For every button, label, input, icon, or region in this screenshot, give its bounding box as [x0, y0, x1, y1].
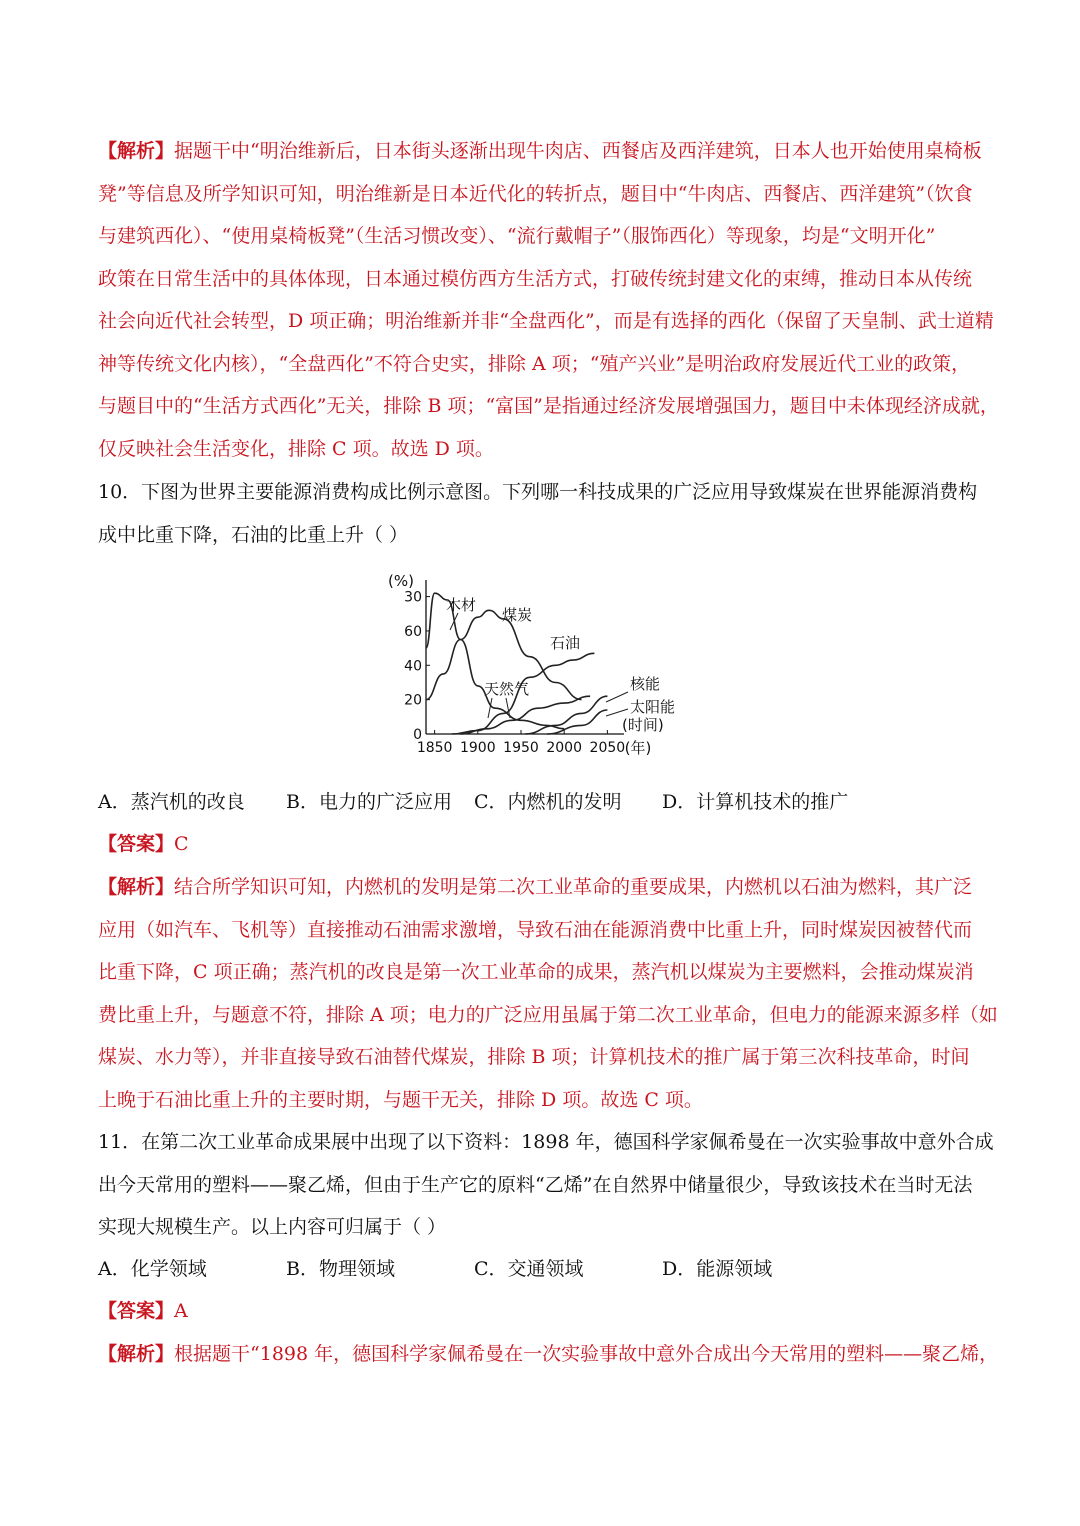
series-label: 石油 — [550, 634, 581, 652]
analysis-line: 上晚于石油比重上升的主要时期，与题干无关，排除 D 项。故选 C 项。 — [98, 1088, 703, 1111]
option-c[interactable]: C．内燃机的发明 — [474, 791, 622, 813]
analysis-tag: 【解析】 — [98, 1343, 175, 1365]
analysis-line: 比重下降，C 项正确；蒸汽机的改良是第一次工业革命的成果，蒸汽机以煤炭为主要燃料，会推动煤炭消 — [98, 961, 974, 983]
answer-q11 — [98, 1290, 988, 1333]
x-axis-label: (年) — [624, 739, 652, 757]
y-tick-label: 20 — [404, 692, 422, 709]
analysis-line: 与题目中的“生活方式西化”无关，排除 B 项；“富国”是指通过经济发展增强国力，题目中未体现经济成就， — [98, 395, 999, 417]
x-tick-label: 1950 — [503, 740, 539, 756]
analysis-line: 【解析】结合所学知识可知，内燃机的发明是第二次工业革命的重要成果，内燃机以石油为燃料，其广泛 — [98, 876, 973, 898]
answer-value: C — [174, 833, 189, 855]
series-label: 天然气 — [484, 680, 530, 698]
question-line: 11．在第二次工业革命成果展中出现了以下资料：1898 年，德国科学家佩希曼在一次实验事故中意外合成 — [98, 1131, 994, 1153]
analysis-line: 应用（如汽车、飞机等）直接推动石油需求激增，导致石油在能源消费中比重上升，同时煤炭因被替代而 — [98, 918, 973, 941]
series-label: 太阳能 — [630, 698, 676, 716]
option-a[interactable]: A．蒸汽机的改良 — [98, 791, 245, 813]
question-line: 10．下图为世界主要能源消费构成比例示意图。下列哪一科技成果的广泛应用导致煤炭在世界能源消费构 — [98, 481, 978, 503]
answer-q10 — [98, 823, 988, 866]
analysis-line: 神等传统文化内核），“全盘西化”不符合史实，排除 A 项；“殖产兴业”是明治政府发展近代工业的政策， — [98, 352, 971, 375]
option-a[interactable]: A．化学领域 — [98, 1258, 207, 1280]
analysis-line: 【解析】根据题干“1898 年，德国科学家佩希曼在一次实验事故中意外合成出今天常用的塑料——聚乙烯， — [98, 1343, 999, 1365]
analysis-block-q9 — [98, 130, 999, 470]
series-label: (时间) — [622, 716, 664, 734]
analysis-line: 与建筑西化）、“使用桌椅板凳”（生活习惯改变）、“流行戴帽子”（服饰西化）等现象，均是“文明开化” — [98, 225, 936, 247]
question-11-stem — [98, 1121, 994, 1249]
question-line: 成中比重下降，石油的比重上升（ ） — [98, 523, 409, 546]
energy-consumption-chart — [384, 566, 694, 766]
y-tick-label: 40 — [404, 658, 422, 675]
chart-axes — [388, 572, 651, 757]
analysis-block-q10 — [98, 866, 998, 1121]
x-tick-label: 2050 — [589, 740, 626, 756]
question-line: 实现大规模生产。以上内容可归属于（ ） — [98, 1216, 447, 1238]
question-line: 出今天常用的塑料——聚乙烯，但由于生产它的原料“乙烯”在自然界中储量很少，导致该技术在当时无法 — [98, 1173, 973, 1196]
answer-value: A — [174, 1300, 188, 1322]
analysis-tag: 【解析】 — [98, 876, 175, 898]
x-tick-label: 2000 — [546, 740, 583, 756]
option-d[interactable]: D．能源领域 — [662, 1258, 773, 1280]
analysis-line: 煤炭、水力等），并非直接导致石油替代煤炭，排除 B 项；计算机技术的推广属于第三次科技革命，时间 — [98, 1046, 970, 1068]
label-pointer — [606, 692, 628, 702]
answer-tag: 【答案】 — [98, 833, 175, 855]
series-label: 煤炭 — [502, 606, 533, 624]
analysis-line: 凳”等信息及所学知识可知，明治维新是日本近代化的转折点，题目中“牛肉店、西餐店、西洋建筑”（饮食 — [98, 182, 973, 205]
analysis-line: 政策在日常生活中的具体体现，日本通过模仿西方生活方式，打破传统封建文化的束缚，推动日本从传统 — [98, 267, 973, 290]
answer-tag: 【答案】 — [98, 1300, 175, 1322]
question-10-stem — [98, 471, 988, 556]
y-axis-label: (%) — [388, 572, 414, 590]
analysis-tag: 【解析】 — [98, 140, 175, 162]
y-tick-label: 0 — [413, 727, 422, 743]
series-line-天然气 — [461, 696, 591, 734]
y-tick-label: 60 — [404, 623, 422, 640]
option-c[interactable]: C．交通领域 — [474, 1258, 584, 1280]
label-pointer — [606, 709, 628, 716]
analysis-line: 仅反映社会生活变化，排除 C 项。故选 D 项。 — [98, 437, 494, 460]
series-label: 木材 — [446, 596, 477, 614]
analysis-block-q11 — [98, 1333, 999, 1376]
x-tick-label: 1850 — [416, 740, 453, 756]
x-tick-label: 1900 — [459, 740, 496, 756]
option-b[interactable]: B．物理领域 — [286, 1258, 395, 1280]
analysis-line: 社会向近代社会转型，D 项正确；明治维新并非“全盘西化”，而是有选择的西化（保留了天皇制、武士道精 — [98, 310, 994, 332]
analysis-line: 【解析】据题干中“明治维新后，日本街头逐渐出现牛肉店、西餐店及西洋建筑，日本人也开始使用桌椅板 — [98, 140, 982, 162]
series-label: 核能 — [630, 675, 661, 693]
y-tick-label: 30 — [404, 589, 422, 606]
option-d[interactable]: D．计算机技术的推广 — [662, 791, 849, 813]
option-b[interactable]: B．电力的广泛应用 — [286, 791, 452, 813]
analysis-line: 费比重上升，与题意不符，排除 A 项；电力的广泛应用虽属于第二次工业革命，但电力的能源来源多样（如 — [98, 1003, 998, 1026]
